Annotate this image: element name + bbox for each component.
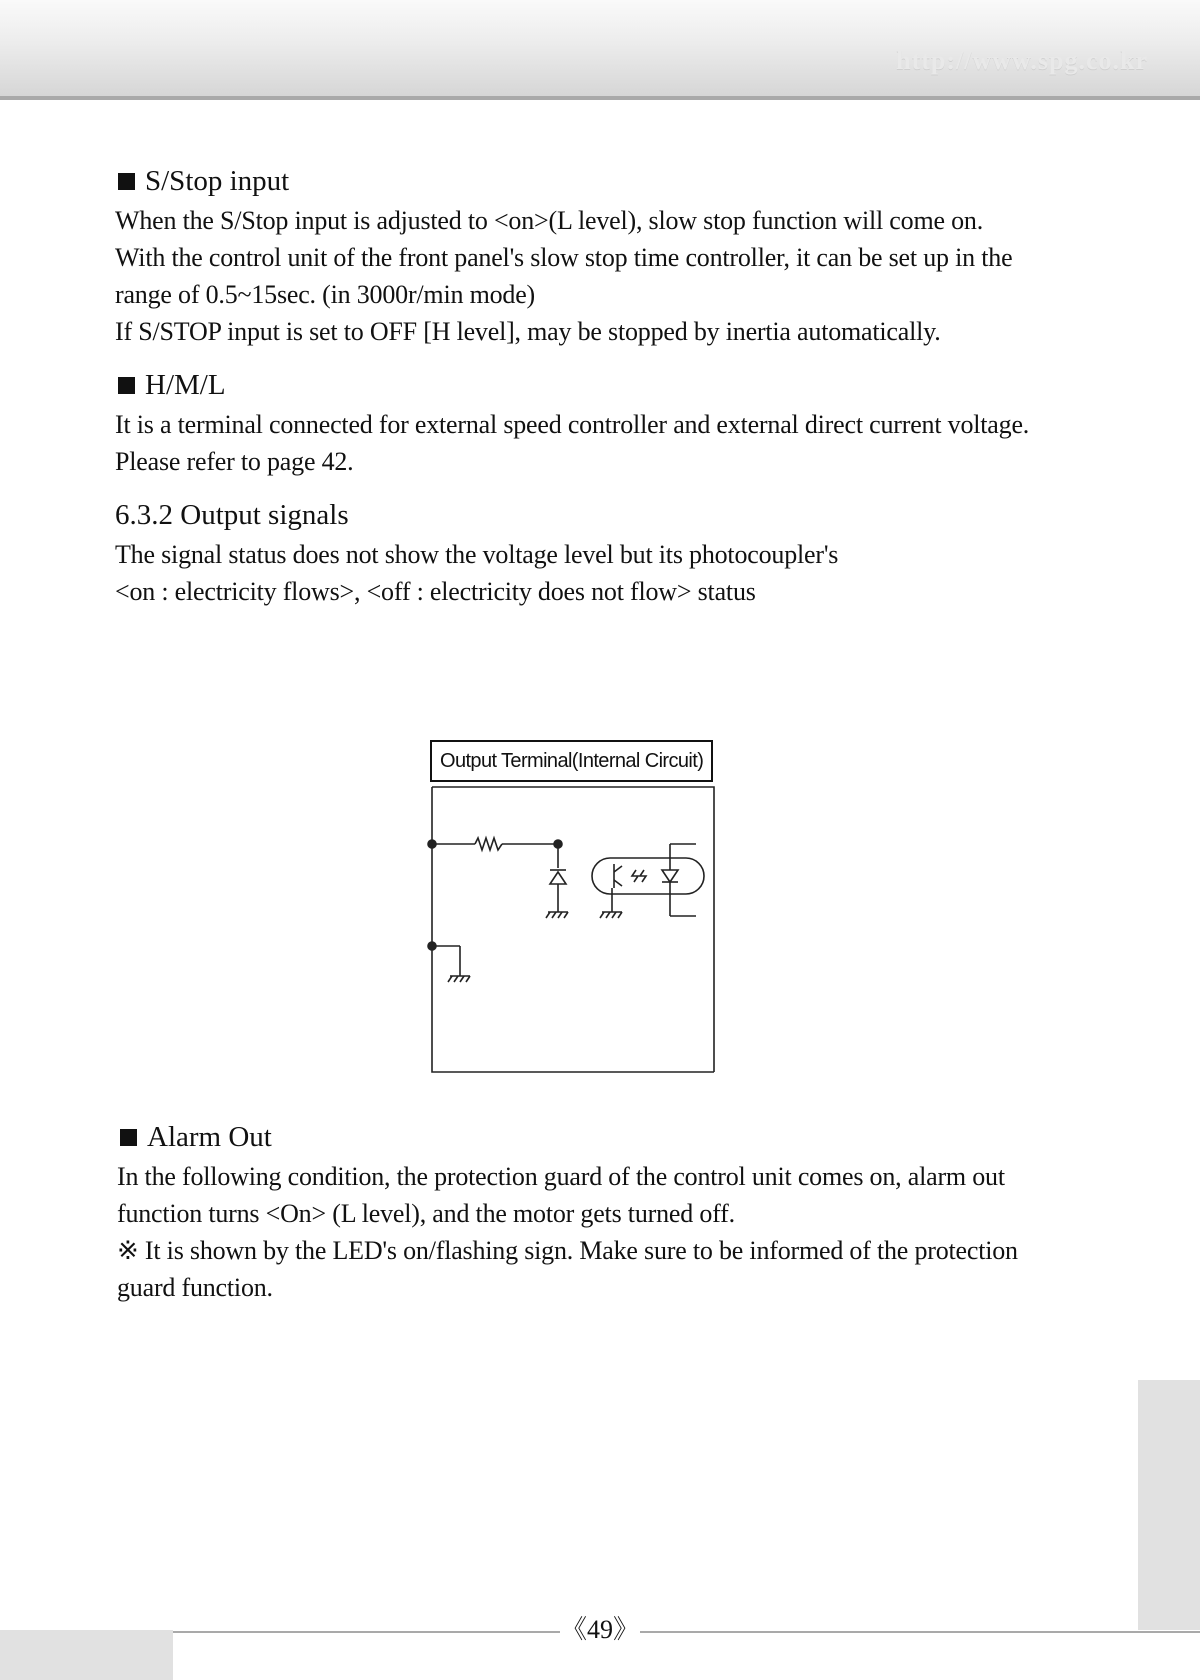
section-heading — [115, 160, 1105, 202]
circuit-schematic — [420, 736, 720, 1076]
section-output-signals — [115, 494, 1105, 610]
square-bullet-icon — [120, 1129, 137, 1146]
led-symbol — [662, 870, 678, 882]
junction-dot — [554, 840, 562, 848]
photocoupler-symbol — [592, 858, 704, 894]
section-heading — [115, 364, 1105, 406]
diagram-label: Output Terminal(Internal Circuit) — [430, 740, 713, 782]
paragraph-line: The signal status does not show the voltage level but its photocoupler's — [115, 540, 839, 569]
resistor-symbol — [475, 838, 502, 850]
section-title: S/Stop input — [145, 165, 290, 197]
paragraph-line: range of 0.5~15sec. (in 3000r/min mode) — [115, 280, 535, 309]
paragraph-line: When the S/Stop input is adjusted to <on>(L level), slow stop function will come on. — [115, 206, 984, 235]
output-terminal-circuit-diagram — [420, 736, 720, 1076]
section-heading — [117, 1116, 1107, 1158]
paragraph-line: ※ It is shown by the LED's on/flashing sign. Make sure to be informed of the protection — [117, 1236, 1018, 1265]
section-title: Alarm Out — [147, 1121, 272, 1153]
section-alarm-out — [117, 1116, 1107, 1306]
section-hml — [115, 364, 1105, 480]
section-title: H/M/L — [145, 369, 226, 401]
square-bullet-icon — [118, 377, 135, 394]
square-bullet-icon — [118, 173, 135, 190]
paragraph-line: If S/STOP input is set to OFF [H level], may be stopped by inertia automatically. — [115, 317, 941, 346]
page-number: 《49》 — [560, 1612, 640, 1648]
paragraph-line: guard function. — [117, 1273, 273, 1302]
header-band — [0, 0, 1200, 100]
light-arrow-icon — [632, 870, 638, 882]
footer-tab — [0, 1630, 173, 1680]
main-content — [115, 160, 1105, 624]
circuit-outline — [432, 787, 714, 1072]
junction-dot — [428, 840, 436, 848]
junction-dot — [428, 942, 436, 950]
section-heading: 6.3.2 Output signals — [115, 499, 349, 531]
header-url-watermark: http://www.spg.co.kr — [896, 46, 1148, 75]
label-box-frame — [432, 787, 714, 1072]
footer-rule — [173, 1631, 1200, 1633]
paragraph-line: function turns <On> (L level), and the motor gets turned off. — [117, 1199, 735, 1228]
paragraph-line: It is a terminal connected for external speed controller and external direct current voltage. — [115, 410, 1030, 439]
paragraph-line: <on : electricity flows>, <off : electricity does not flow> status — [115, 577, 756, 606]
section-sstop-input — [115, 160, 1105, 350]
side-tab — [1138, 1380, 1200, 1630]
paragraph-line: In the following condition, the protection guard of the control unit comes on, alarm out — [117, 1162, 1005, 1191]
paragraph-line: Please refer to page 42. — [115, 447, 354, 476]
zener-diode-symbol — [550, 872, 566, 884]
paragraph-line: With the control unit of the front panel's slow stop time controller, it can be set up in the — [115, 243, 1013, 272]
